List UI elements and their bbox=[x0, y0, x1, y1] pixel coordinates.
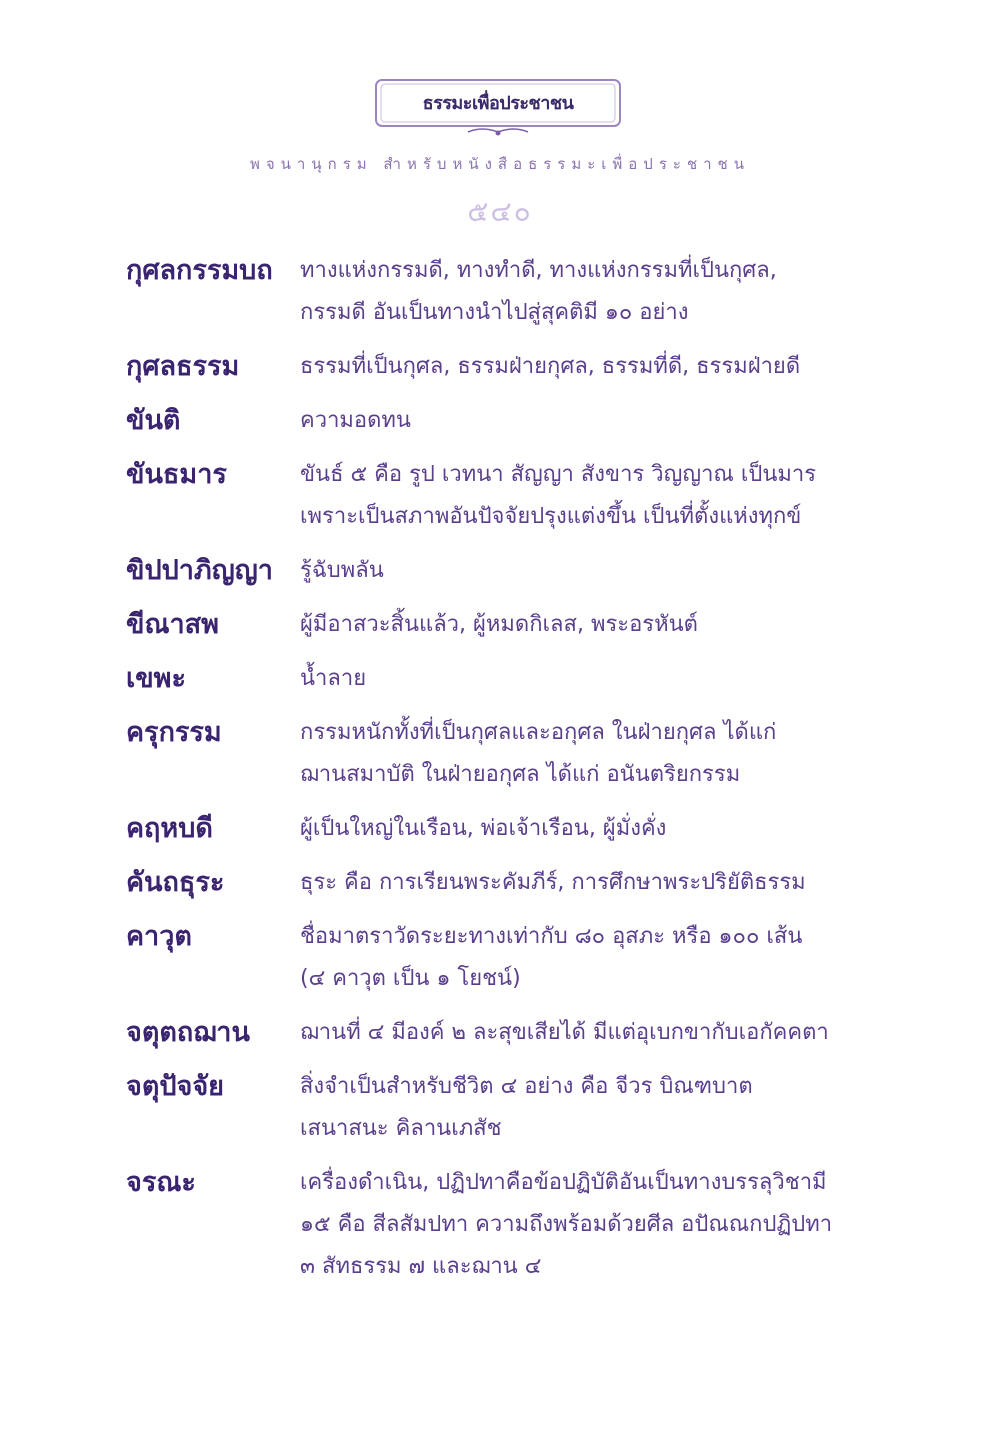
glossary-entry bbox=[126, 1012, 866, 1054]
definition-line: สิ่งจำเป็นสำหรับชีวิต ๔ อย่าง คือ จีวร บิณฑบาต bbox=[300, 1074, 753, 1099]
definition-line: ทางแห่งกรรมดี, ทางทำดี, ทางแห่งกรรมที่เป็นกุศล, bbox=[300, 258, 777, 283]
entry-definition bbox=[300, 1162, 866, 1288]
glossary-entry bbox=[126, 400, 866, 442]
entry-term: จตุตถฌาน bbox=[126, 1017, 250, 1048]
glossary-entry bbox=[126, 1066, 866, 1150]
entry-definition bbox=[300, 658, 866, 700]
entry-term: ขันธมาร bbox=[126, 459, 227, 490]
definition-line: เครื่องดำเนิน, ปฏิปทาคือข้อปฏิบัติอันเป็นทางบรรลุวิชามี bbox=[300, 1170, 827, 1195]
entry-term: คันถธุระ bbox=[126, 867, 225, 898]
entry-definition bbox=[300, 604, 866, 646]
definition-line: ความอดทน bbox=[300, 408, 411, 433]
definition-line: เสนาสนะ คิลานเภสัช bbox=[300, 1116, 502, 1141]
logo-text: ธรรมะเพื่อประชาชน bbox=[422, 93, 574, 114]
entry-term: ขีณาสพ bbox=[126, 609, 219, 640]
glossary-entry bbox=[126, 916, 866, 1000]
glossary-entry bbox=[126, 658, 866, 700]
entry-term: กุศลธรรม bbox=[126, 351, 240, 382]
entry-term: คฤหบดี bbox=[126, 813, 213, 844]
entry-definition bbox=[300, 712, 866, 796]
entry-term: จตุปัจจัย bbox=[126, 1071, 224, 1102]
glossary-entry bbox=[126, 712, 866, 796]
page-number: ๕๔๐ bbox=[467, 195, 533, 228]
entry-definition bbox=[300, 1012, 866, 1054]
definition-line: ขันธ์ ๕ คือ รูป เวทนา สัญญา สังขาร วิญญาณ เป็นมาร bbox=[300, 462, 817, 487]
definition-line: ฌานที่ ๔ มีองค์ ๒ ละสุขเสียได้ มีแต่อุเบกขากับเอกัคคตา bbox=[300, 1020, 829, 1045]
glossary-list bbox=[126, 250, 866, 1300]
entry-definition bbox=[300, 1066, 866, 1150]
glossary-entry bbox=[126, 250, 866, 334]
entry-term: ครุกรรม bbox=[126, 717, 222, 748]
entry-term: กุศลกรรมบถ bbox=[126, 255, 273, 286]
definition-line: ผู้เป็นใหญ่ในเรือน, พ่อเจ้าเรือน, ผู้มั่งคั่ง bbox=[300, 816, 667, 841]
entry-definition bbox=[300, 250, 866, 334]
entry-term: ขันติ bbox=[126, 405, 181, 436]
entry-definition bbox=[300, 454, 866, 538]
entry-definition bbox=[300, 862, 866, 904]
glossary-entry bbox=[126, 808, 866, 850]
definition-line: ธุระ คือ การเรียนพระคัมภีร์, การศึกษาพระปริยัติธรรม bbox=[300, 870, 806, 895]
definition-line: รู้ฉับพลัน bbox=[300, 558, 384, 583]
entry-term: เขพะ bbox=[126, 663, 186, 694]
definition-line: ๑๕ คือ สีลสัมปทา ความถึงพร้อมด้วยศีล อปัณณกปฏิปทา bbox=[300, 1212, 833, 1237]
definition-line: ธรรมที่เป็นกุศล, ธรรมฝ่ายกุศล, ธรรมที่ดี, ธรรมฝ่ายดี bbox=[300, 354, 801, 379]
glossary-entry bbox=[126, 454, 866, 538]
glossary-entry bbox=[126, 346, 866, 388]
entry-definition bbox=[300, 808, 866, 850]
entry-definition bbox=[300, 400, 866, 442]
definition-line: ๓ สัทธรรม ๗ และฌาน ๔ bbox=[300, 1254, 542, 1279]
entry-term: จรณะ bbox=[126, 1167, 196, 1198]
entry-definition bbox=[300, 916, 866, 1000]
definition-line: เพราะเป็นสภาพอันปัจจัยปรุงแต่งขึ้น เป็นที่ตั้งแห่งทุกข์ bbox=[300, 504, 802, 529]
entry-definition bbox=[300, 346, 866, 388]
entry-term: ขิปปาภิญญา bbox=[126, 555, 273, 586]
definition-line: (๔ คาวุต เป็น ๑ โยชน์) bbox=[300, 966, 521, 991]
entry-definition bbox=[300, 550, 866, 592]
glossary-entry bbox=[126, 550, 866, 592]
definition-line: ผู้มีอาสวะสิ้นแล้ว, ผู้หมดกิเลส, พระอรหันต์ bbox=[300, 612, 698, 637]
definition-line: ฌานสมาบัติ ในฝ่ายอกุศล ได้แก่ อนันตริยกรรม bbox=[300, 762, 741, 787]
entry-term: คาวุต bbox=[126, 921, 192, 952]
page-header bbox=[0, 0, 1000, 240]
glossary-entry bbox=[126, 862, 866, 904]
dictionary-subtitle: พจนานุกรม สำหรับหนังสือธรรมะเพื่อประชาชน bbox=[250, 155, 750, 173]
definition-line: กรรมดี อันเป็นทางนำไปสู่สุคติมี ๑๐ อย่าง bbox=[300, 300, 689, 325]
definition-line: กรรมหนักทั้งที่เป็นกุศลและอกุศล ในฝ่ายกุศล ได้แก่ bbox=[300, 720, 777, 745]
book-logo bbox=[372, 76, 624, 140]
glossary-entry bbox=[126, 604, 866, 646]
definition-line: ชื่อมาตราวัดระยะทางเท่ากับ ๘๐ อุสภะ หรือ ๑๐๐ เส้น bbox=[300, 924, 803, 949]
glossary-entry bbox=[126, 1162, 866, 1288]
definition-line: น้ำลาย bbox=[300, 666, 367, 691]
